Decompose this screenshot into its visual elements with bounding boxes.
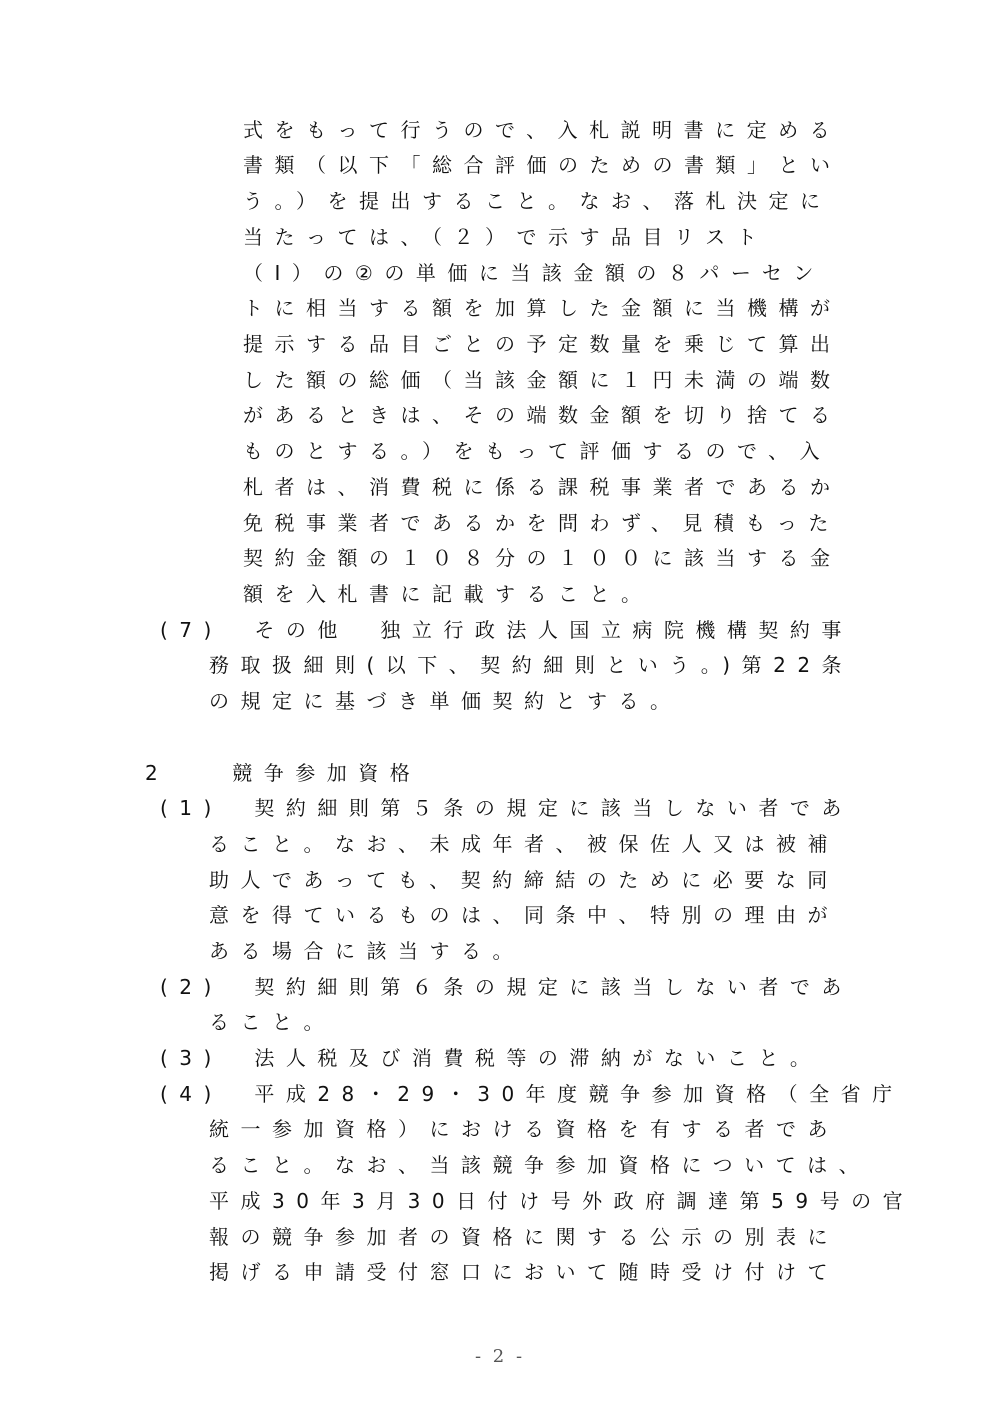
text-line: 書類（以下「総合評価のための書類」とい [243, 153, 842, 177]
text-line: ること。なお、未成年者、被保佐人又は被補 [209, 832, 839, 856]
text-line: （Ⅰ）の②の単価に当該金額の８パーセン [243, 261, 825, 285]
text-line: 札者は、消費税に係る課税事業者であるか [243, 475, 842, 499]
text-line: 掲げる申請受付窓口において随時受け付けて [209, 1260, 839, 1284]
text-line: ものとする。）をもって評価するので、入 [243, 439, 832, 463]
text-line: があるときは、その端数金額を切り捨てる [243, 403, 842, 427]
text-line: トに相当する額を加算した金額に当機構が [243, 296, 842, 320]
text-line: 務取扱細則(以下、契約細則という。)第22条 [209, 653, 854, 677]
text-line: した額の総価（当該金額に１円未満の端数 [243, 368, 842, 392]
text-line: 平成30年3月30日付け号外政府調達第59号の官 [209, 1189, 915, 1213]
item-2-heading: (2) 契約細則第６条の規定に該当しない者であ [160, 975, 853, 999]
page-number: - 2 - [474, 1346, 526, 1367]
text-line: 額を入札書に記載すること。 [243, 582, 653, 606]
text-line: 報の競争参加者の資格に関する公示の別表に [209, 1225, 839, 1249]
text-line: 当たっては、（２）で示す品目リスト [243, 225, 769, 249]
text-line: う。）を提出すること。なお、落札決定に [243, 189, 832, 213]
text-line: ある場合に該当する。 [209, 939, 524, 963]
text-line: 助人であっても、契約締結のために必要な同 [209, 868, 839, 892]
text-line: 統一参加資格）における資格を有する者であ [209, 1117, 839, 1141]
item-3-heading: (3) 法人税及び消費税等の滞納がないこと。 [160, 1046, 822, 1070]
item-4-heading: (4) 平成28・29・30年度競争参加資格（全省庁 [160, 1082, 904, 1106]
section-2-heading: 2 競争参加資格 [145, 761, 422, 785]
text-line: 提示する品目ごとの予定数量を乗じて算出 [243, 332, 842, 356]
text-line: 契約金額の１０８分の１００に該当する金 [243, 546, 842, 570]
text-line: の規定に基づき単価契約とする。 [209, 689, 682, 713]
text-line: 免税事業者であるかを問わず、見積もった [243, 511, 840, 535]
text-line: 式をもって行うので、入札説明書に定める [243, 118, 842, 142]
text-line: ること。 [209, 1010, 335, 1034]
text-line: 意を得ているものは、同条中、特別の理由が [209, 903, 839, 927]
item-1-heading: (1) 契約細則第５条の規定に該当しない者であ [160, 796, 853, 820]
item-7-heading: (7) その他 独立行政法人国立病院機構契約事 [160, 618, 853, 642]
text-line: ること。なお、当該競争参加資格については、 [209, 1153, 871, 1177]
